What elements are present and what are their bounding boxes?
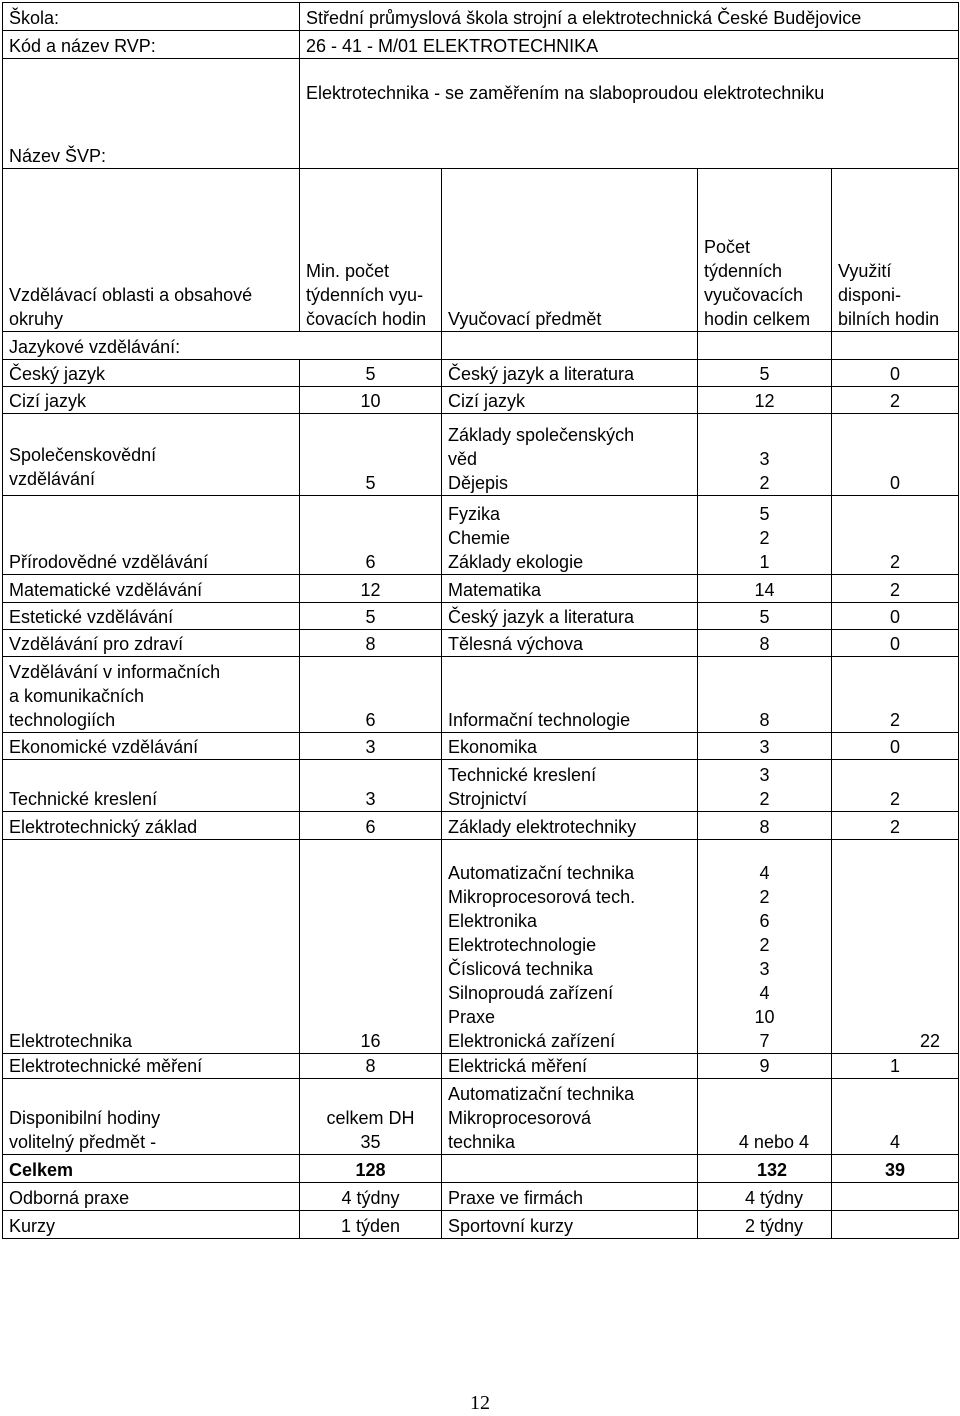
svp-label: Název ŠVP: — [3, 59, 300, 169]
practice-min: 4 týdny — [300, 1183, 442, 1211]
area-cell: Technické kreslení — [3, 760, 300, 812]
subject-cell: Technické kreslení Strojnictví — [442, 760, 698, 812]
rvp-value: 26 - 41 - M/01 ELEKTROTECHNIKA — [300, 31, 959, 59]
area-cell: Ekonomické vzdělávání — [3, 733, 300, 760]
table-row — [3, 1054, 959, 1079]
area-cell: Vzdělávání v informačních a komunikačních technologiích — [3, 657, 300, 733]
min-hours-cell: 6 — [300, 496, 442, 575]
subject-cell: Základy společenských věd Dějepis — [442, 414, 698, 496]
hours-cell: 3 2 — [698, 414, 832, 496]
table-row — [3, 840, 959, 1054]
min-hours-cell: 16 — [300, 840, 442, 1054]
hours-cell: 9 — [698, 1054, 832, 1079]
hours-cell: 5 2 1 — [698, 496, 832, 575]
total-label: Celkem — [3, 1155, 300, 1183]
subject-cell: Informační technologie — [442, 657, 698, 733]
column-header-row — [3, 169, 959, 332]
min-hours-cell: 10 — [300, 387, 442, 414]
courses-min: 1 týden — [300, 1211, 442, 1239]
total-available: 39 — [832, 1155, 959, 1183]
area-cell: Elektrotechnika — [3, 840, 300, 1054]
hours-cell: 5 — [698, 360, 832, 387]
available-cell: 2 — [832, 496, 959, 575]
table-row — [3, 414, 959, 496]
subject-cell: Cizí jazyk — [442, 387, 698, 414]
school-row — [3, 3, 959, 31]
total-hours: 132 — [698, 1155, 832, 1183]
school-label: Škola: — [3, 3, 300, 31]
rvp-row — [3, 31, 959, 59]
min-hours-cell: 12 — [300, 575, 442, 603]
min-hours-cell: 5 — [300, 360, 442, 387]
min-hours-cell: 8 — [300, 630, 442, 657]
col-header-min-hours: Min. počet týdenních vyu- čovacích hodin — [300, 169, 442, 332]
available-cell: 0 — [832, 603, 959, 630]
courses-hours: 2 týdny — [698, 1211, 832, 1239]
table-row — [3, 1079, 959, 1155]
section-label: Jazykové vzdělávání: — [3, 332, 442, 360]
table-row — [3, 387, 959, 414]
area-cell: Estetické vzdělávání — [3, 603, 300, 630]
table-row — [3, 733, 959, 760]
rvp-label: Kód a název RVP: — [3, 31, 300, 59]
subject-cell: Ekonomika — [442, 733, 698, 760]
table-row — [3, 760, 959, 812]
table-row — [3, 575, 959, 603]
area-cell: Matematické vzdělávání — [3, 575, 300, 603]
hours-cell: 4 2 6 2 3 4 10 7 — [698, 840, 832, 1054]
min-hours-cell: 6 — [300, 812, 442, 840]
hours-cell: 14 — [698, 575, 832, 603]
available-cell: 2 — [832, 760, 959, 812]
area-cell: Elektrotechnický základ — [3, 812, 300, 840]
min-hours-cell: 5 — [300, 414, 442, 496]
table-row — [3, 630, 959, 657]
available-cell: 0 — [832, 630, 959, 657]
hours-cell: 8 — [698, 657, 832, 733]
hours-cell: 4 nebo 4 — [698, 1079, 832, 1155]
available-cell: 0 — [832, 733, 959, 760]
available-cell: 2 — [832, 812, 959, 840]
hours-cell: 5 — [698, 603, 832, 630]
table-row — [3, 657, 959, 733]
subject-cell: Tělesná výchova — [442, 630, 698, 657]
available-cell: 22 — [832, 840, 959, 1054]
available-cell: 1 — [832, 1054, 959, 1079]
table-row — [3, 496, 959, 575]
area-cell: Společenskovědní vzdělávání — [3, 414, 300, 496]
table-row — [3, 360, 959, 387]
col-header-weekly-hours: Počet týdenních vyučovacích hodin celkem — [698, 169, 832, 332]
area-cell: Cizí jazyk — [3, 387, 300, 414]
courses-subject: Sportovní kurzy — [442, 1211, 698, 1239]
total-row — [3, 1155, 959, 1183]
subject-cell: Automatizační technika Mikroprocesorová tech. Elektronika Elektrotechnologie Číslicová technika Silnoproudá zařízení Praxe Elektronická zařízení — [442, 840, 698, 1054]
hours-cell: 3 — [698, 733, 832, 760]
subject-cell: Základy elektrotechniky — [442, 812, 698, 840]
available-cell: 2 — [832, 657, 959, 733]
section-row — [3, 332, 959, 360]
svp-row — [3, 59, 959, 169]
courses-row — [3, 1211, 959, 1239]
available-cell: 2 — [832, 387, 959, 414]
school-value: Střední průmyslová škola strojní a elektrotechnická České Budějovice — [300, 3, 959, 31]
hours-cell: 8 — [698, 630, 832, 657]
min-hours-cell: 3 — [300, 760, 442, 812]
subject-cell: Elektrická měření — [442, 1054, 698, 1079]
area-cell: Přírodovědné vzdělávání — [3, 496, 300, 575]
subject-cell: Český jazyk a literatura — [442, 360, 698, 387]
col-header-area: Vzdělávací oblasti a obsahové okruhy — [3, 169, 300, 332]
min-hours-cell: 3 — [300, 733, 442, 760]
hours-cell: 8 — [698, 812, 832, 840]
min-hours-cell: 6 — [300, 657, 442, 733]
curriculum-table — [2, 2, 959, 1239]
area-cell: Elektrotechnické měření — [3, 1054, 300, 1079]
min-hours-cell: 8 — [300, 1054, 442, 1079]
subject-cell: Matematika — [442, 575, 698, 603]
col-header-subject: Vyučovací předmět — [442, 169, 698, 332]
col-header-available-hours: Využití disponi- bilních hodin — [832, 169, 959, 332]
practice-subject: Praxe ve firmách — [442, 1183, 698, 1211]
hours-cell: 3 2 — [698, 760, 832, 812]
table-row — [3, 603, 959, 630]
table-row — [3, 812, 959, 840]
available-cell: 4 — [832, 1079, 959, 1155]
available-cell: 0 — [832, 360, 959, 387]
subject-cell: Český jazyk a literatura — [442, 603, 698, 630]
svp-value: Elektrotechnika - se zaměřením na slaboproudou elektrotechniku — [300, 59, 959, 169]
courses-label: Kurzy — [3, 1211, 300, 1239]
area-cell: Český jazyk — [3, 360, 300, 387]
practice-label: Odborná praxe — [3, 1183, 300, 1211]
area-cell: Vzdělávání pro zdraví — [3, 630, 300, 657]
total-min-hours: 128 — [300, 1155, 442, 1183]
hours-cell: 12 — [698, 387, 832, 414]
subject-cell: Fyzika Chemie Základy ekologie — [442, 496, 698, 575]
subject-cell: Automatizační technika Mikroprocesorová technika — [442, 1079, 698, 1155]
available-cell: 2 — [832, 575, 959, 603]
page-number: 12 — [470, 1392, 490, 1414]
practice-hours: 4 týdny — [698, 1183, 832, 1211]
min-hours-cell: celkem DH 35 — [300, 1079, 442, 1155]
practice-row — [3, 1183, 959, 1211]
min-hours-cell: 5 — [300, 603, 442, 630]
area-cell: Disponibilní hodiny volitelný předmět - — [3, 1079, 300, 1155]
available-cell: 0 — [832, 414, 959, 496]
